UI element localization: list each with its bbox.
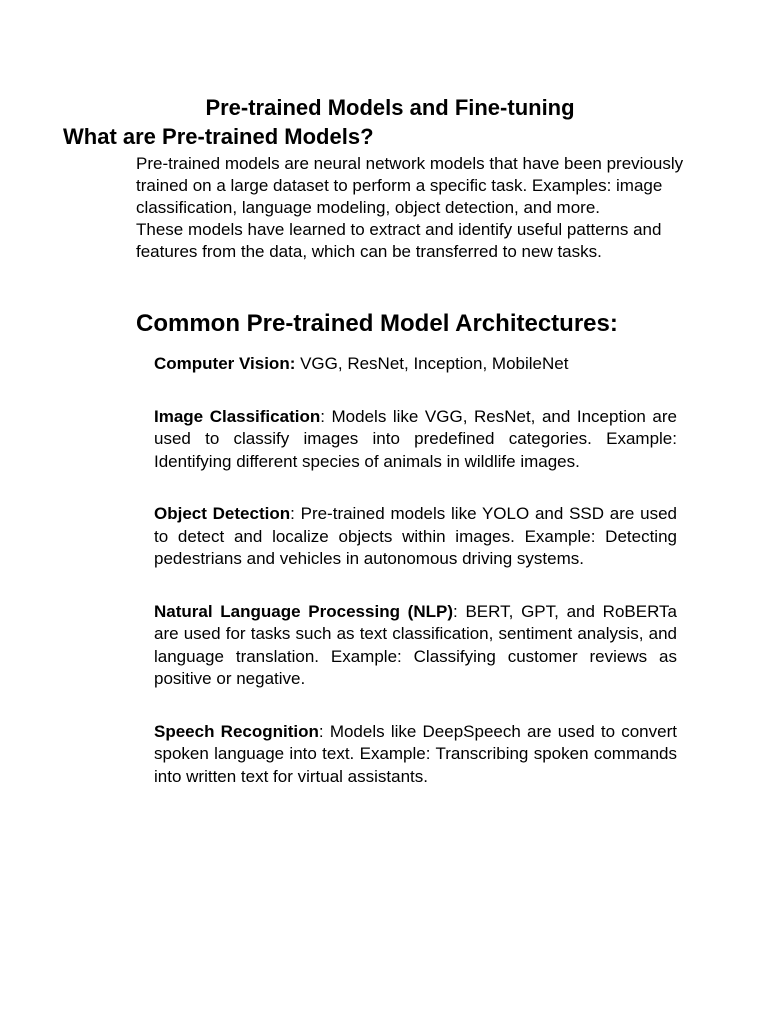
architecture-item-object-detection <box>154 503 677 571</box>
page-title: Pre-trained Models and Fine-tuning <box>205 95 575 120</box>
intro-paragraph: These models have learned to extract and identify useful patterns and features from the data, which can be transferred to new tasks. <box>136 220 662 261</box>
item-text: : BERT, GPT, and RoBERTa are used for tasks such as text classification, sentiment analysis, and language translation. Example: Classifying customer reviews as positive or negative. <box>154 601 678 688</box>
item-term: Computer Vision: <box>154 354 296 373</box>
architectures-list <box>154 353 677 788</box>
item-term: Object Detection <box>154 504 291 523</box>
architectures-heading: Common Pre-trained Model Architectures: <box>136 310 618 337</box>
item-text: : Models like DeepSpeech are used to convert spoken language into text. Example: Transcribing spoken commands into written text for virtual assistants. <box>154 721 677 786</box>
item-term: Speech Recognition <box>154 721 319 741</box>
architecture-item-image-classification <box>154 406 677 474</box>
architecture-item-nlp <box>154 601 677 691</box>
item-text: : Pre-trained models like YOLO and SSD are used to detect and localize objects within images. Example: Detecting pedestrians and vehicles in autonomous driving systems. <box>154 504 677 568</box>
section-heading: What are Pre-trained Models? <box>63 124 374 149</box>
intro-paragraph: Pre-trained models are neural network models that have been previously trained on a large dataset to perform a specific task. Examples: image classification, language modeling, object detection, and more. <box>136 154 684 217</box>
intro-text <box>136 153 696 263</box>
architecture-item-computer-vision <box>154 353 677 376</box>
item-text: : Models like VGG, ResNet, and Inception are used to classify images into predefined categories. Example: Identifying different species of animals in wildlife images. <box>154 406 678 471</box>
architecture-item-speech-recognition <box>154 721 677 789</box>
item-term: Image Classification <box>154 406 321 426</box>
item-text: VGG, ResNet, Inception, MobileNet <box>295 354 569 373</box>
item-term: Natural Language Processing (NLP) <box>154 601 454 621</box>
